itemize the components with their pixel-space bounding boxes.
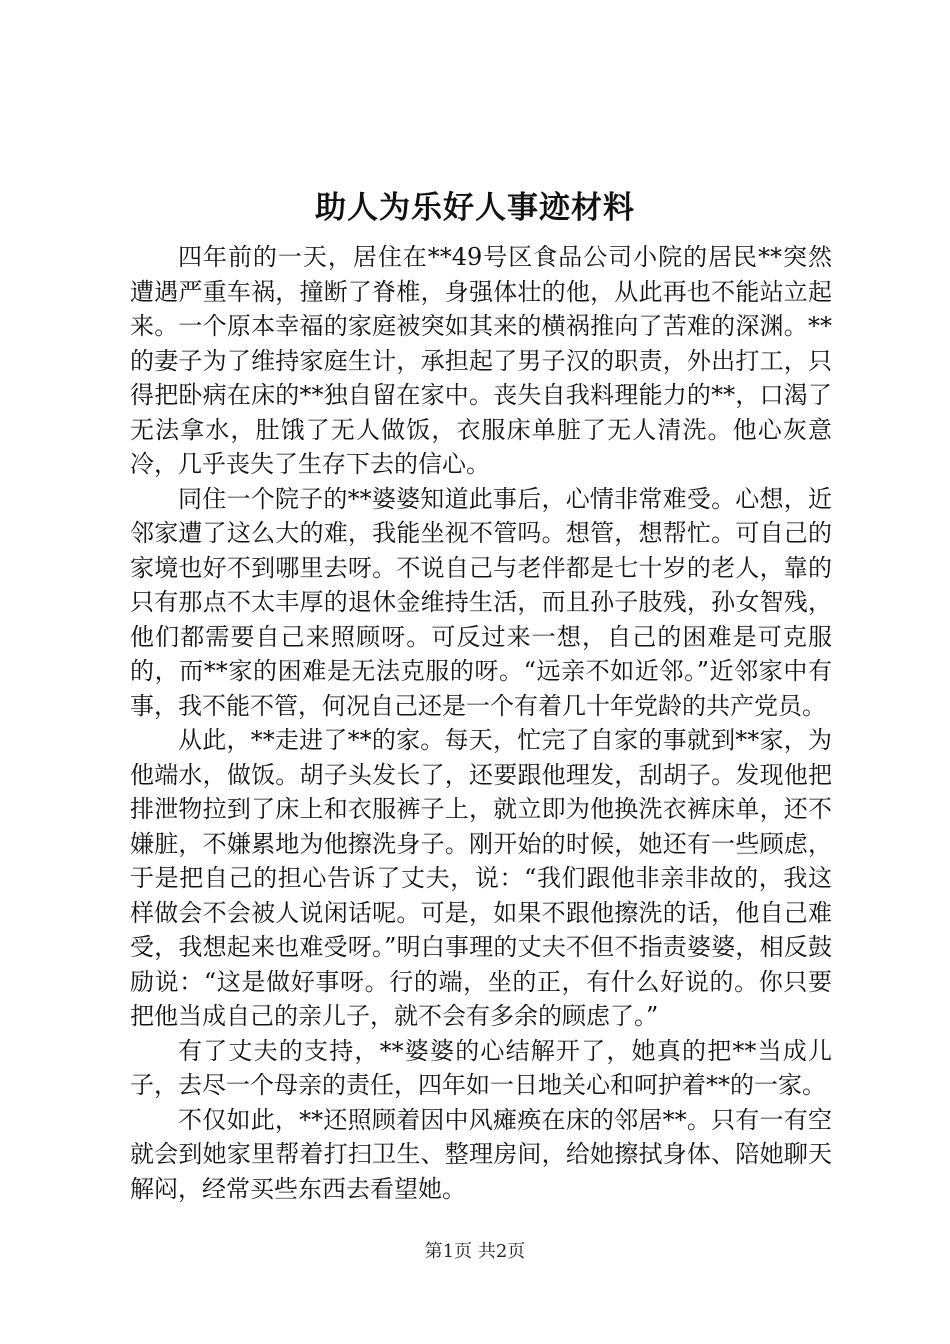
page-number-footer: 第1页 共2页: [424, 1241, 526, 1262]
paragraph-5: 不仅如此，**还照顾着因中风瘫痪在床的邻居**。只有一有空就会到她家里帮着打扫卫生、整理房间，给她擦拭身体、陪她聊天解闷，经常买些东西去看望她。: [130, 1105, 832, 1203]
document-body: [130, 240, 832, 1206]
paragraph-2: 同住一个院子的**婆婆知道此事后，心情非常难受。心想，近邻家遭了这么大的难，我能坐视不管吗。想管，想帮忙。可自己的家境也好不到哪里去呀。不说自己与老伴都是七十岁的老人，靠的只有那点不太丰厚的退休金维持生活，而且孙子肢残，孙女智残，他们都需要自己来照顾呀。可反过来一想，自己的困难是可克服的，而**家的困难是无法克服的呀。“远亲不如近邻。”近邻家中有事，我不能不管，何况自己还是一个有着几十年党龄的共产党员。: [130, 484, 832, 720]
page-title: 助人为乐好人事迹材料: [315, 190, 635, 226]
paragraph-4: 有了丈夫的支持，**婆婆的心结解开了，她真的把**当成儿子，去尽一个母亲的责任，四年如一日地关心和呵护着**的一家。: [130, 1036, 832, 1099]
paragraph-3: 从此，**走进了**的家。每天，忙完了自家的事就到**家，为他端水，做饭。胡子头发长了，还要跟他理发，刮胡子。发现他把排泄物拉到了床上和衣服裤子上，就立即为他换洗衣裤床单，还不嫌脏，不嫌累地为他擦洗身子。刚开始的时候，她还有一些顾虑，于是把自己的担心告诉了丈夫，说：“我们跟他非亲非故的，我这样做会不会被人说闲话呢。可是，如果不跟他擦洗的话，他自己难受，我想起来也难受呀。”明白事理的丈夫不但不指责婆婆，相反鼓励说：“这是做好事呀。行的端，坐的正，有什么好说的。你只要把他当成自己的亲儿子，就不会有多余的顾虑了。”: [130, 726, 832, 1030]
paragraph-1: 四年前的一天，居住在**49号区食品公司小院的居民**突然遭遇严重车祸，撞断了脊椎，身强体壮的他，从此再也不能站立起来。一个原本幸福的家庭被突如其来的横祸推向了苦难的深渊。**的妻子为了维持家庭生计，承担起了男子汉的职责，外出打工，只得把卧病在床的**独自留在家中。丧失自我料理能力的**，口渴了无法拿水，肚饿了无人做饭，衣服床单脏了无人清洗。他心灰意冷，几乎丧失了生存下去的信心。: [130, 243, 832, 478]
